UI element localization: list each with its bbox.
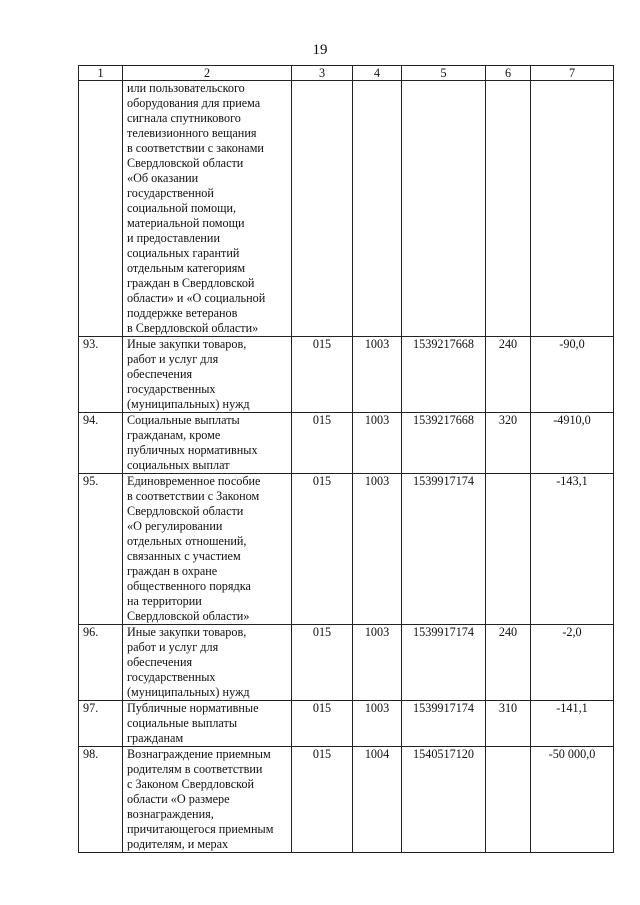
row-department-code: 015 <box>292 701 353 747</box>
row-department-code <box>292 81 353 337</box>
column-header-6: 6 <box>486 66 531 81</box>
table-row <box>79 747 614 853</box>
page-number: 19 <box>312 42 328 58</box>
row-target-article: 1539917174 <box>402 625 486 701</box>
row-target-article: 1539217668 <box>402 337 486 413</box>
row-target-article: 1539217668 <box>402 413 486 474</box>
row-section-code <box>353 81 402 337</box>
row-department-code: 015 <box>292 474 353 625</box>
row-amount: -50 000,0 <box>531 747 614 853</box>
row-target-article <box>402 81 486 337</box>
row-amount <box>531 81 614 337</box>
row-amount: -4910,0 <box>531 413 614 474</box>
table-row <box>79 81 614 337</box>
row-section-code: 1003 <box>353 625 402 701</box>
budget-table <box>78 65 614 853</box>
row-expense-type <box>486 474 531 625</box>
row-department-code: 015 <box>292 337 353 413</box>
row-section-code: 1003 <box>353 413 402 474</box>
row-department-code: 015 <box>292 413 353 474</box>
table-row <box>79 337 614 413</box>
row-department-code: 015 <box>292 747 353 853</box>
row-amount: -141,1 <box>531 701 614 747</box>
row-expense-type <box>486 81 531 337</box>
row-number: 96. <box>79 625 123 701</box>
row-amount: -2,0 <box>531 625 614 701</box>
row-expense-type: 320 <box>486 413 531 474</box>
table-row <box>79 625 614 701</box>
row-number: 95. <box>79 474 123 625</box>
row-target-article: 1539917174 <box>402 474 486 625</box>
column-header-1: 1 <box>79 66 123 81</box>
column-header-7: 7 <box>531 66 614 81</box>
row-expense-type: 240 <box>486 337 531 413</box>
table-row <box>79 413 614 474</box>
row-target-article: 1539917174 <box>402 701 486 747</box>
column-header-3: 3 <box>292 66 353 81</box>
row-number: 93. <box>79 337 123 413</box>
row-expense-type <box>486 747 531 853</box>
row-target-article: 1540517120 <box>402 747 486 853</box>
row-section-code: 1003 <box>353 474 402 625</box>
row-description: Иные закупки товаров, работ и услуг для обеспечения государственных (муниципальных) нужд <box>123 337 292 413</box>
row-description: или пользовательского оборудования для приема сигнала спутникового телевизионного вещания в соответствии с законами Свердловской области «Об оказании государственной социальной помощи, материальной помощи и предоставлении социальных гарантий отдельным категориям граждан в Свердловской области» и «О социальной поддержке ветеранов в Свердловской области» <box>123 81 292 337</box>
row-description: Социальные выплаты гражданам, кроме публичных нормативных социальных выплат <box>123 413 292 474</box>
column-header-2: 2 <box>123 66 292 81</box>
row-description: Публичные нормативные социальные выплаты гражданам <box>123 701 292 747</box>
row-expense-type: 310 <box>486 701 531 747</box>
row-section-code: 1003 <box>353 337 402 413</box>
row-number: 94. <box>79 413 123 474</box>
row-amount: -143,1 <box>531 474 614 625</box>
table-row <box>79 474 614 625</box>
row-number <box>79 81 123 337</box>
table-row <box>79 701 614 747</box>
row-section-code: 1004 <box>353 747 402 853</box>
column-header-5: 5 <box>402 66 486 81</box>
row-description: Иные закупки товаров, работ и услуг для обеспечения государственных (муниципальных) нужд <box>123 625 292 701</box>
row-section-code: 1003 <box>353 701 402 747</box>
header-row <box>79 66 614 81</box>
row-department-code: 015 <box>292 625 353 701</box>
row-number: 97. <box>79 701 123 747</box>
row-amount: -90,0 <box>531 337 614 413</box>
column-header-4: 4 <box>353 66 402 81</box>
row-number: 98. <box>79 747 123 853</box>
row-expense-type: 240 <box>486 625 531 701</box>
row-description: Вознаграждение приемным родителям в соответствии с Законом Свердловской области «О размере вознаграждения, причитающегося приемным родителям, и мерах <box>123 747 292 853</box>
row-description: Единовременное пособие в соответствии с Законом Свердловской области «О регулировании отдельных отношений, связанных с участием граждан в охране общественного порядка на территории Свердловской области» <box>123 474 292 625</box>
